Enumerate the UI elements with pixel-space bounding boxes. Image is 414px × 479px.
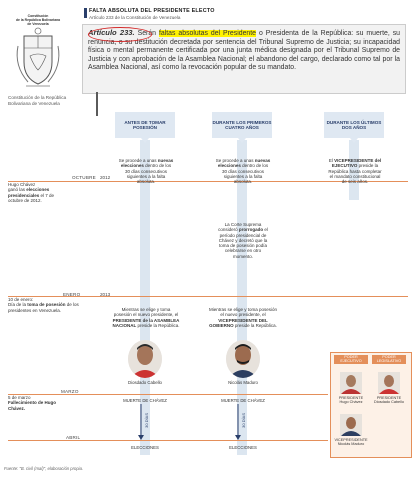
- person-icon: [128, 340, 162, 378]
- person-icon: [340, 372, 362, 394]
- person-icon: [226, 340, 260, 378]
- col3-b: preside la República hasta completar el mandato constitucional de seis años.: [328, 163, 382, 185]
- coat-of-arms-icon: [8, 26, 68, 92]
- col2-court-text: [215, 222, 271, 259]
- col1-before-a: Se procede a unas: [118, 158, 158, 163]
- col1-death-label: MUERTE DE CHÁVEZ: [123, 398, 167, 403]
- note-fallecimiento: [8, 395, 70, 411]
- page-subtitle: Artículo 233 de la Constitución de Venezuela: [89, 15, 181, 20]
- col2-after-bold: VICEPRESIDENTE DEL GOBIERNO: [209, 317, 268, 328]
- col2-before-text: [215, 158, 271, 184]
- col2-death-label: MUERTE DE CHÁVEZ: [221, 398, 265, 403]
- month-abril: ABRIL: [66, 435, 81, 440]
- col3-text: [327, 158, 383, 184]
- cabello-thumbnail: [378, 372, 400, 394]
- col1-before-bold: nuevas elecciones: [120, 158, 174, 169]
- cabello-name: Diosdado Cabello: [128, 380, 162, 385]
- maduro-caption-name: Nicolás Maduro: [337, 442, 365, 447]
- maduro-name: Nicolás Maduro: [228, 380, 258, 385]
- note-enero-b: Día de la: [8, 302, 28, 308]
- col2-court-a: La Corte Suprema consideró: [218, 222, 262, 233]
- article-highlight: faltas absolutas del Presidente: [158, 30, 256, 37]
- col1-after-b: preside la República.: [136, 322, 180, 328]
- article-pointer-line: [96, 92, 98, 116]
- note-marzo-bold: Fallecimiento de Hugo Chávez.: [8, 400, 57, 411]
- legislative-tag: PODER LEGISLATIVO: [372, 355, 406, 364]
- article-circle-mark: [88, 27, 152, 42]
- header-accent-bar: [84, 8, 87, 18]
- note-chavez-bold: elecciones presidenciales: [8, 187, 50, 198]
- maduro-photo: [226, 340, 260, 378]
- col2-days-label: 30 DÍAS: [241, 413, 246, 428]
- timeline-line-abril: [8, 440, 328, 441]
- maduro-caption-label: VICEPRESIDENTE: [334, 438, 368, 442]
- article-label: Artículo 233.: [88, 28, 135, 37]
- article-text-b: o Presidenta de la República: su muerte, su renuncia, o su destitución decretada por sentencia del Tribunal Supremo de Justicia; su incapacidad física o mental permanente certificada por una junta médica designada por el Tribunal Supremo de Justicia y con aprobación de la Asamblea Nacional; el abandono del cargo, declarado como tal por la Asamblea Nacional, así como la revocación popular de su mandato.: [88, 30, 401, 72]
- column-heading-last-two: DURANTE LOS ÚLTIMOS DOS AÑOS: [324, 112, 384, 138]
- constitution-cover-image: [8, 14, 68, 98]
- cabello-caption: [370, 396, 408, 405]
- col1-days-label: 30 DÍAS: [144, 413, 149, 428]
- col1-before-b: dentro de los 30 días consecutivos siguientes a la falta absoluta.: [124, 163, 172, 185]
- note-enero-a: 10 de enero:: [8, 297, 34, 302]
- maduro-thumbnail: [340, 414, 362, 436]
- col1-after-a: Mientras se elige y toma posesión el nuevo presidente, el: [113, 307, 179, 318]
- logo-line-2: de la República Bolivariana: [15, 18, 61, 22]
- month-enero: ENERO: [63, 292, 81, 297]
- maduro-caption: [328, 438, 374, 447]
- col2-court-b: el período presidencial de Chávez y decretó que la toma de posesión podía celebrarse en otro momento.: [218, 227, 268, 259]
- month-octubre: OCTUBRE: [72, 175, 96, 180]
- year-2013: 2013: [100, 292, 111, 297]
- note-enero-c: de los presidentes en Venezuela.: [8, 302, 79, 313]
- article-text-a: Serán: [134, 30, 159, 37]
- logo-line-3: de Venezuela: [27, 22, 49, 26]
- note-chavez-c: el 7 de octubre de 2012.: [8, 192, 55, 204]
- chavez-caption-label: PRESIDENTE: [338, 396, 364, 400]
- col1-elections-label: ELECCIONES: [131, 445, 159, 450]
- note-toma-posesion: [8, 297, 84, 313]
- source-note: Fuente: "B. civil (mal)", elaboración propia.: [4, 466, 84, 471]
- person-icon: [378, 372, 400, 394]
- col1-after-text: [112, 307, 180, 328]
- col2-elections-label: ELECCIONES: [229, 445, 257, 450]
- note-enero-bold: toma de posesión: [27, 302, 66, 308]
- cabello-photo: [128, 340, 162, 378]
- col1-before-text: [118, 158, 174, 184]
- col2-before-b: dentro de los 30 días consecutivos siguientes a la falta absoluta.: [221, 163, 269, 185]
- page-title: FALTA ABSOLUTA DEL PRESIDENTE ELECTO: [89, 8, 215, 14]
- constitution-label: Constitución de la República Bolivariana de Venezuela: [8, 95, 67, 106]
- col2-before-a: Se procede a unas: [215, 158, 255, 163]
- col2-before-bold: nuevas elecciones: [217, 158, 271, 169]
- col2-after-text: [208, 307, 278, 328]
- executive-tag: PODER EJECUTIVO: [334, 355, 368, 364]
- col2-after-b: preside la República.: [233, 322, 277, 328]
- note-chavez-b: ganó las: [8, 187, 27, 193]
- col2-court-bold: prorrogado: [238, 227, 264, 233]
- note-marzo-a: 5 de marzo: [8, 395, 31, 400]
- col1-after-bold: PRESIDENTE de la ASAMBLEA NACIONAL: [112, 317, 180, 328]
- note-chavez-election: [8, 182, 70, 204]
- column-heading-first-four: DURANTE LOS PRIMEROS CUATRO AÑOS: [212, 112, 272, 138]
- chavez-caption-name: Hugo Chávez: [339, 400, 363, 405]
- logo-line-1: Constitución: [27, 14, 49, 18]
- col2-after-a: Mientras se elige y toma posesión el nuevo presidente, el: [208, 307, 278, 318]
- month-marzo: MARZO: [61, 389, 79, 394]
- person-icon: [340, 414, 362, 436]
- col3-bold: VICEPRESIDENTE del EJECUTIVO: [331, 158, 382, 169]
- year-2012: 2012: [100, 175, 111, 180]
- chavez-thumbnail: [340, 372, 362, 394]
- cabello-caption-name: Diosdado Cabello: [374, 400, 404, 405]
- cabello-caption-label: PRESIDENTE: [376, 396, 402, 400]
- note-chavez-a: Hugo Chávez: [8, 182, 36, 187]
- column-heading-before: ANTES DE TOMAR POSESIÓN: [115, 112, 175, 138]
- chavez-caption: [332, 396, 370, 405]
- col3-a: El: [328, 158, 335, 163]
